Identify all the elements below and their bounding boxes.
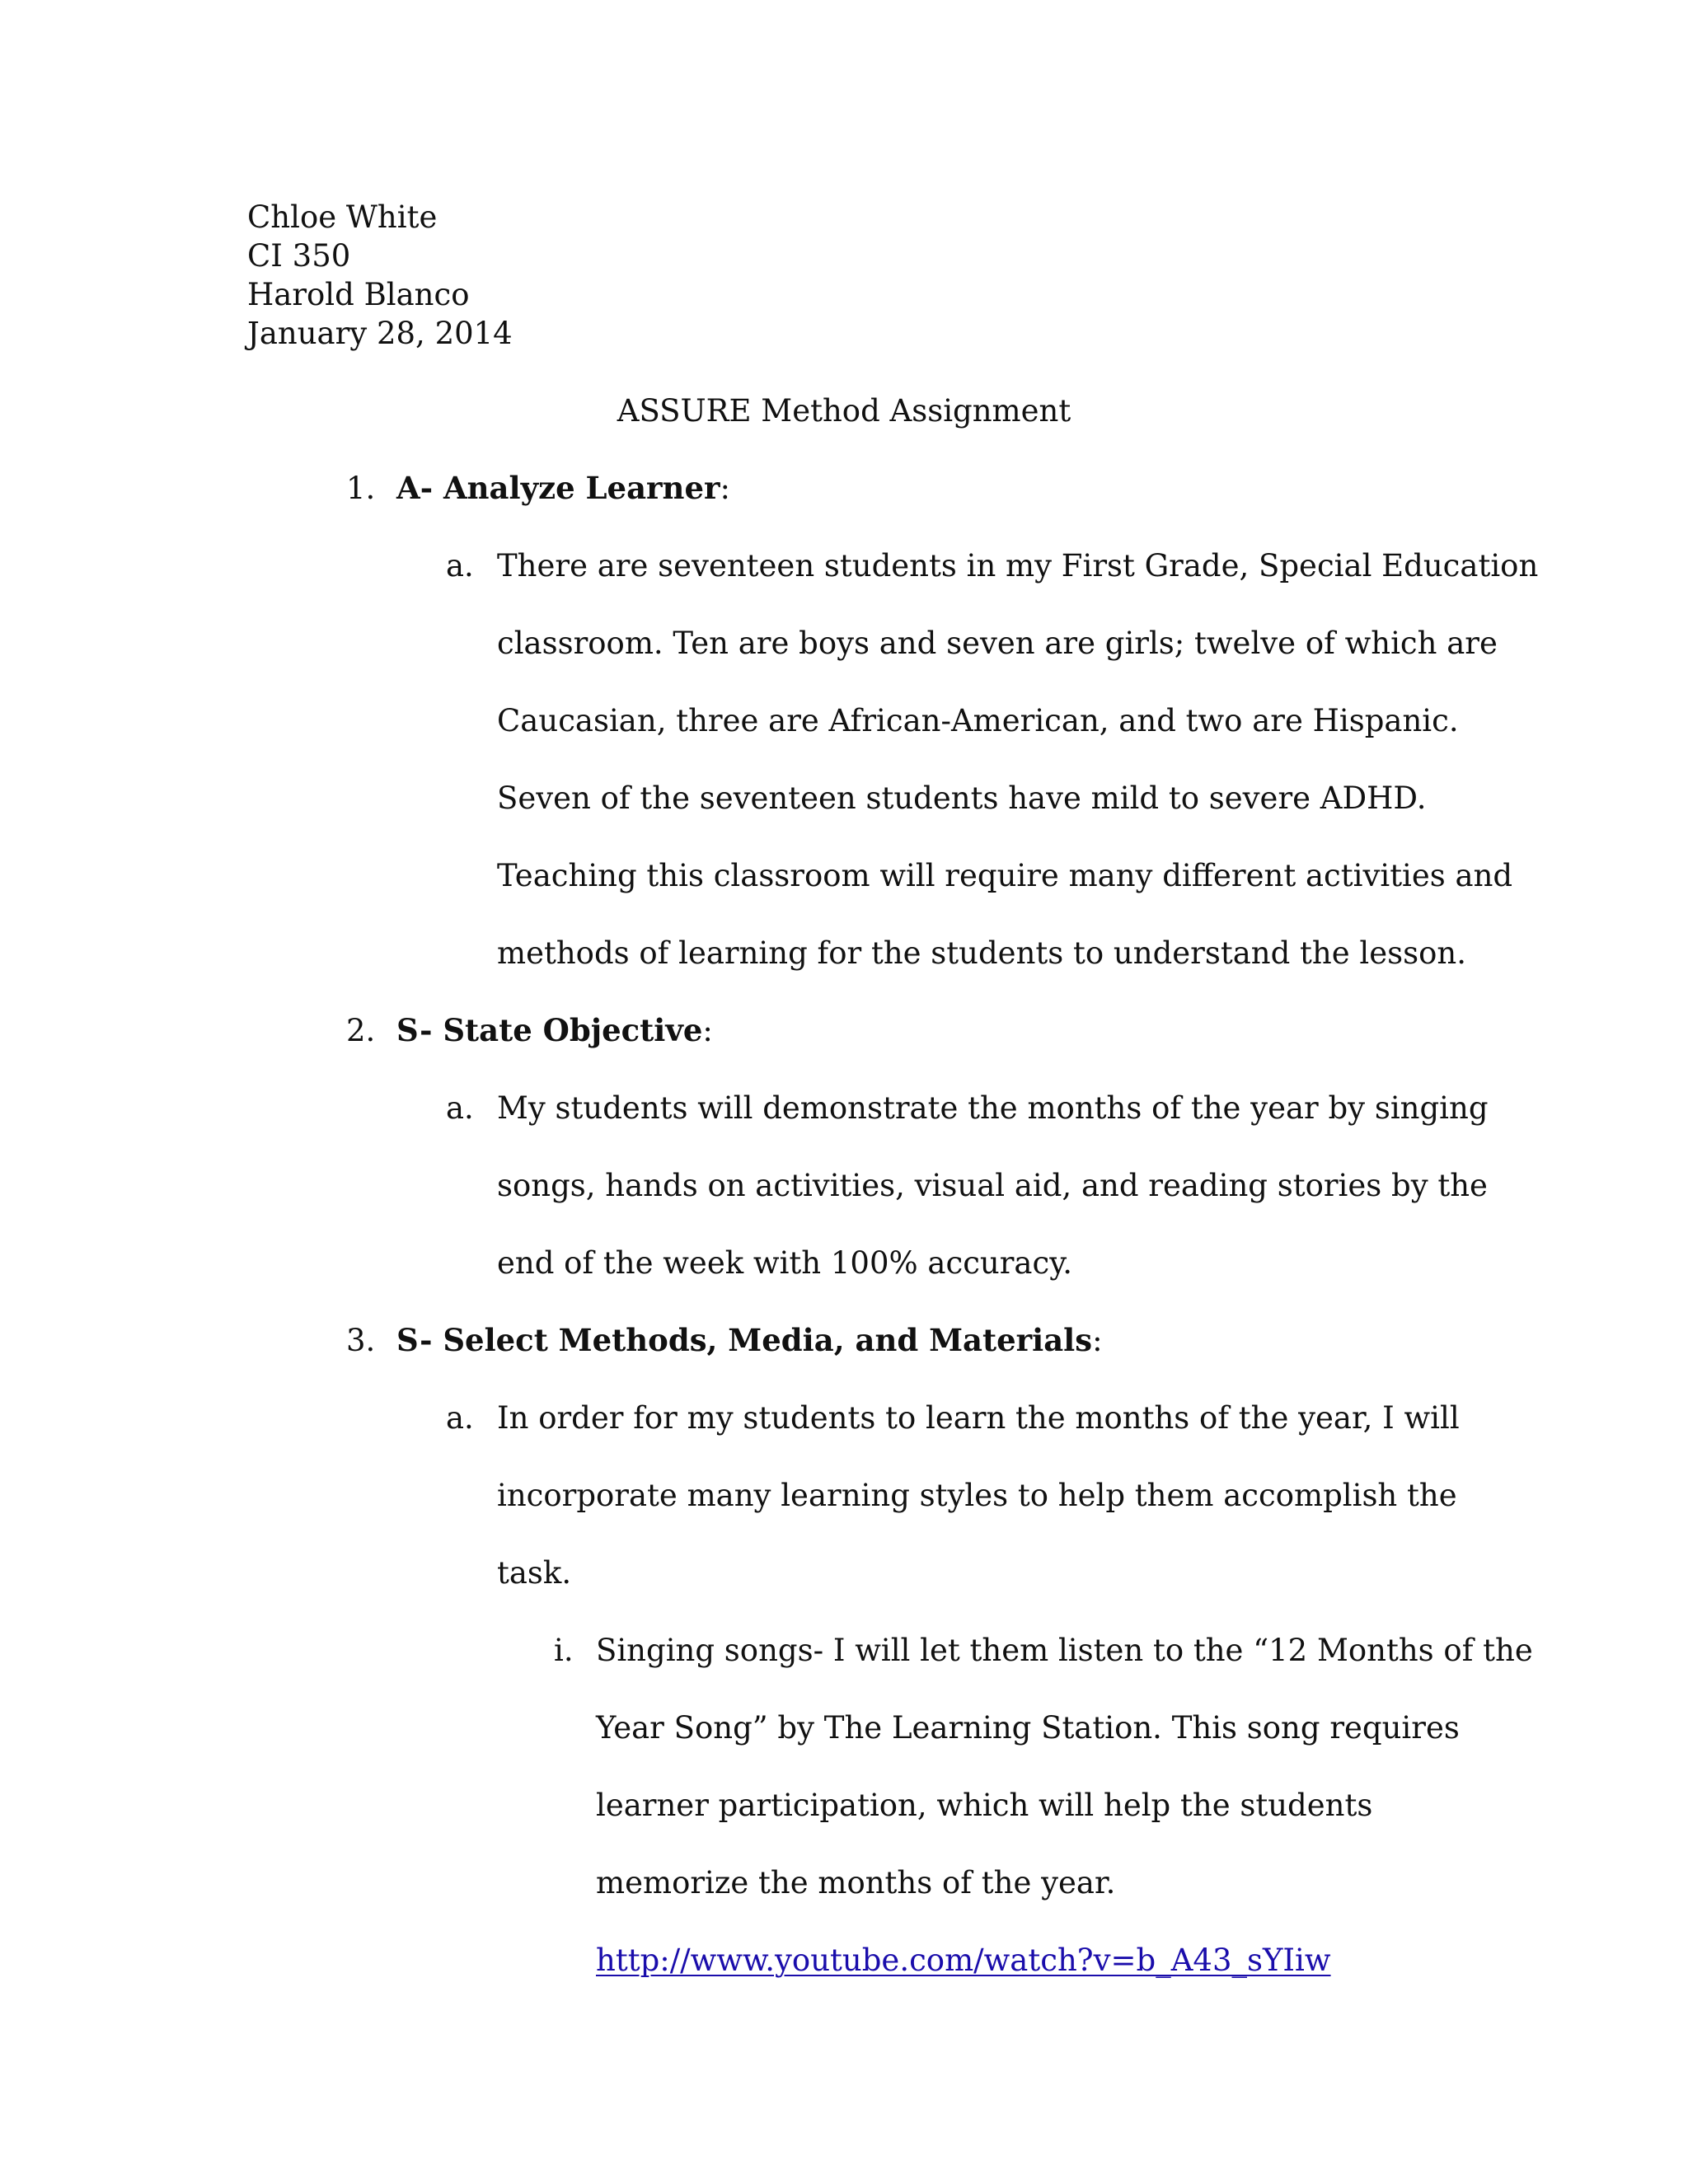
paragraph-line: In order for my students to learn the months of the year, I will <box>497 1400 1460 1436</box>
section-number: 2. <box>346 1013 376 1048</box>
document-title: ASSURE Method Assignment <box>617 393 1071 429</box>
paragraph-line: methods of learning for the students to understand the lesson. <box>497 935 1466 971</box>
subitem-marker: i. <box>554 1633 574 1668</box>
section-heading-colon: : <box>720 471 730 506</box>
section-heading <box>396 1322 1103 1358</box>
paragraph-line: memorize the months of the year. <box>596 1865 1116 1900</box>
section-heading-text: S- Select Methods, Media, and Materials <box>396 1322 1093 1358</box>
paragraph-line: task. <box>497 1555 572 1591</box>
paragraph-line: Singing songs- I will let them listen to the “12 Months of the <box>596 1633 1533 1668</box>
paragraph-line: classroom. Ten are boys and seven are girls; twelve of which are <box>497 626 1498 661</box>
section-number: 3. <box>346 1323 376 1358</box>
section-heading-colon: : <box>1092 1323 1103 1358</box>
section-heading <box>396 470 730 506</box>
paragraph-line: Caucasian, three are African-American, and two are Hispanic. <box>497 703 1459 738</box>
paragraph-line: There are seventeen students in my First Grade, Special Education <box>497 548 1539 583</box>
youtube-link[interactable]: http://www.youtube.com/watch?v=b_A43_sYIiw <box>596 1943 1331 1978</box>
course-code: CI 350 <box>247 238 351 274</box>
item-marker: a. <box>446 1400 474 1436</box>
section-heading-text: S- State Objective <box>396 1012 703 1048</box>
item-marker: a. <box>446 1090 474 1126</box>
paragraph-line: learner participation, which will help the students <box>596 1788 1373 1823</box>
author-name: Chloe White <box>247 199 438 235</box>
item-marker: a. <box>446 548 474 583</box>
paragraph-line: end of the week with 100% accuracy. <box>497 1245 1072 1281</box>
section-heading <box>396 1012 713 1048</box>
instructor-name: Harold Blanco <box>247 277 470 312</box>
paragraph-line: songs, hands on activities, visual aid, and reading stories by the <box>497 1168 1488 1203</box>
paragraph-line: Teaching this classroom will require many different activities and <box>497 858 1513 893</box>
section-heading-colon: : <box>702 1013 713 1048</box>
section-number: 1. <box>346 471 376 506</box>
paragraph-line: My students will demonstrate the months of the year by singing <box>497 1090 1489 1126</box>
paragraph-line: incorporate many learning styles to help them accomplish the <box>497 1478 1457 1513</box>
paragraph-line: Seven of the seventeen students have mild to severe ADHD. <box>497 780 1427 816</box>
document-date: January 28, 2014 <box>247 316 513 351</box>
section-heading-text: A- Analyze Learner <box>396 470 720 506</box>
paragraph-line: Year Song” by The Learning Station. This song requires <box>596 1710 1460 1746</box>
